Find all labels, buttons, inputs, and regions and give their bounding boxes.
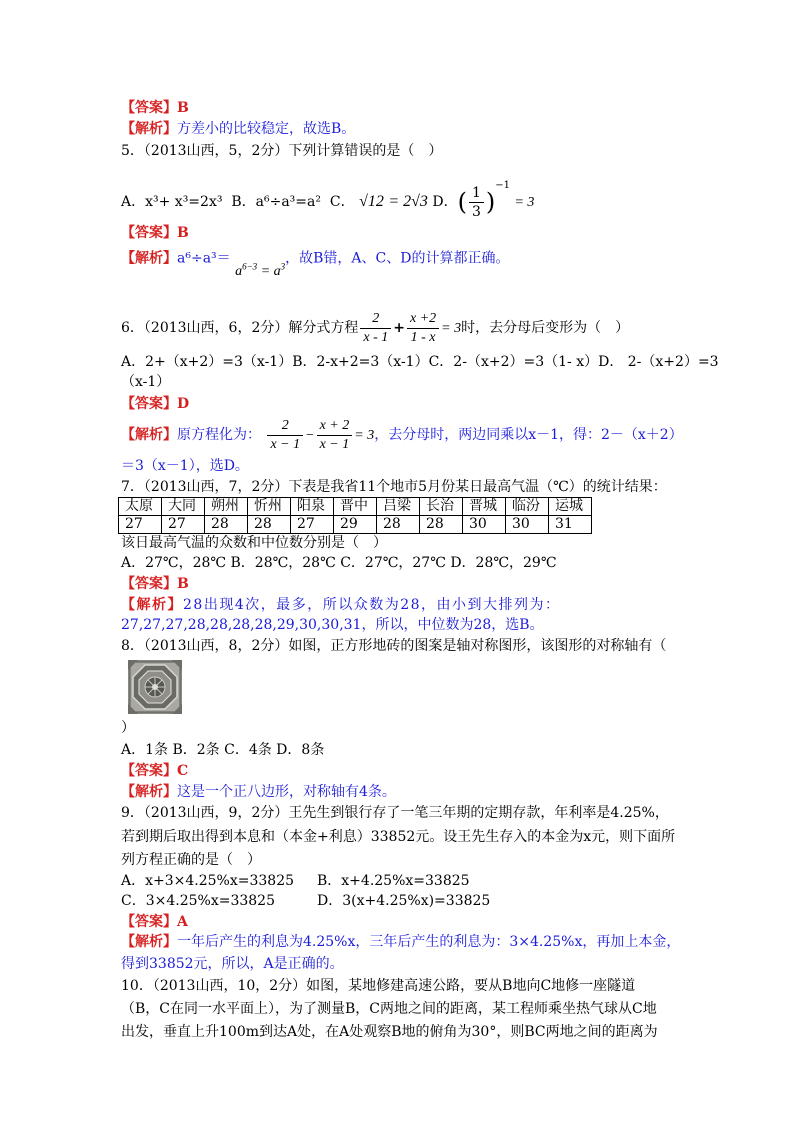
- analysis-text: 这是一个正八边形，对称轴有4条。: [177, 784, 396, 800]
- analysis-tag: 【解析】: [121, 250, 177, 267]
- q6-stem-post: 时，去分母后变形为（ ）: [461, 320, 630, 336]
- table-cell: 朔州: [205, 498, 248, 516]
- answer-value: D: [177, 396, 190, 412]
- table-cell: 临汾: [506, 498, 549, 516]
- q5-option-c-label: C．: [329, 194, 355, 210]
- q8-options: A．1条 B．2条 C．4条 D．8条: [121, 742, 325, 758]
- q5-answer-line: [121, 223, 189, 243]
- q6-fraction-2: $\frac{x +2}{1 - x}$: [407, 310, 439, 347]
- answer-value: C: [177, 763, 189, 779]
- table-cell: 忻州: [248, 498, 291, 516]
- answer-tag: 【答案】: [121, 100, 177, 116]
- q9-option-c: C．3×4.25%x=33825: [121, 893, 275, 909]
- table-cell: 27: [119, 516, 162, 534]
- answer-value: B: [177, 100, 189, 116]
- q5-options: A．x³+ x³=2x³ B．a⁶÷a³=a² C． √12 = 2√3 D．( $\frac{1}{3}$ )$^{-1}$ = 3: [121, 180, 535, 220]
- q8-analysis-line: [121, 782, 396, 802]
- q8-stem: 8．（2013山西，8，2分）如图，正方形地砖的图案是轴对称图形，该图形的对称轴有（: [121, 638, 667, 654]
- q5-option-d-fraction: $\frac{1}{3}$: [469, 184, 484, 221]
- q5-option-c-lhs: √12: [359, 193, 384, 210]
- q9-option-a: A．x+3×4.25%x=33825: [121, 873, 295, 889]
- analysis-tag: 【解析】: [121, 427, 177, 443]
- answer-tag: 【答案】: [121, 225, 177, 241]
- table-cell: 29: [334, 516, 377, 534]
- q6-analysis-line-2: ＝3（x－1），选D。: [121, 458, 249, 474]
- q6-fraction-1: $\frac{2}{x - 1}$: [360, 310, 391, 347]
- q5-analysis-formula: $a^{6-3} = a^3$: [235, 261, 286, 279]
- q10-stem-line-2: （B，C在同一水平面上），为了测量B，C两地之间的距离，某工程师乘坐热气球从C地: [121, 1001, 657, 1017]
- q8-answer-line: [121, 761, 188, 781]
- q9-answer-line: [121, 912, 188, 932]
- q6-stem-pre: 6．（2013山西，6，2分）解分式方程: [121, 320, 359, 336]
- analysis-text-2: ，故B错，A、C、D的计算都正确。: [285, 250, 510, 267]
- table-cell: 运城: [549, 498, 592, 516]
- q9-analysis-line-2: 得到33852元，所以，A是正确的。: [121, 956, 344, 972]
- table-cell: 31: [549, 516, 592, 534]
- table-cell: 28: [377, 516, 420, 534]
- q5-option-d-label: D．: [432, 194, 458, 210]
- analysis-tag: 【解析】: [121, 597, 183, 613]
- q6-analysis-fraction-1: $\frac{2}{x - 1}$: [267, 417, 303, 454]
- analysis-text: a⁶÷a³＝: [177, 250, 231, 267]
- table-cell: 晋中: [334, 498, 377, 516]
- answer-tag: 【答案】: [121, 914, 177, 930]
- plus-sign: +: [393, 320, 405, 336]
- table-cell: 27: [162, 516, 205, 534]
- q5-option-c-rhs: = 2√3: [388, 193, 428, 210]
- q6-analysis-eq: = 3: [354, 428, 375, 443]
- table-cell: 27: [291, 516, 334, 534]
- q6-analysis-line: [121, 414, 683, 457]
- q9-option-b: B．x+4.25%x=33825: [317, 873, 470, 889]
- q7-answer-line: [121, 574, 189, 594]
- q7-question: 该日最高气温的众数和中位数分别是（ ）: [121, 535, 387, 551]
- q5-option-b: B．a⁶÷a³=a²: [231, 194, 321, 210]
- q6-analysis-fraction-2: $\frac{x + 2}{x - 1}$: [317, 417, 353, 454]
- analysis-text-2: ，去分母时，两边同乘以x－1，得：2－（x＋2）: [374, 427, 683, 443]
- table-cell: 30: [463, 516, 506, 534]
- q7-options: A．27℃，28℃ B．28℃，28℃ C．27℃，27℃ D．28℃，29℃: [121, 555, 557, 571]
- analysis-text: 一年后产生的利息为4.25%x，三年后产生的利息为：3×4.25%x，再加上本金，: [177, 934, 681, 950]
- q6-answer-line: [121, 394, 189, 414]
- table-cell: 长治: [420, 498, 463, 516]
- table-cell: 大同: [162, 498, 205, 516]
- table-cell: 太原: [119, 498, 162, 516]
- table-row-cities: [119, 498, 592, 516]
- q7-analysis-line-2: 27,27,27,28,28,28,28,29,30,30,31，所以，中位数为28，选B。: [121, 617, 544, 633]
- analysis-text: 28出现4次，最多，所以众数为28，由小到大排列为：: [183, 597, 561, 613]
- analysis-text: 原方程化为：: [177, 427, 261, 443]
- table-cell: 晋城: [463, 498, 506, 516]
- q5-option-d-rhs: = 3: [514, 195, 535, 210]
- q10-stem-line-1: 10．（2013山西，10，2分）如图，某地修建高速公路，要从B地向C地修一座隧道: [121, 978, 636, 994]
- q5-stem: 5．（2013山西，5，2分）下列计算错误的是（ ）: [121, 143, 443, 159]
- temperature-table: [118, 497, 592, 534]
- q7-stem: 7．（2013山西，7，2分）下表是我省11个地市5月份某日最高气温（℃）的统计结果：: [121, 479, 667, 495]
- q9-stem-line-2: 若到期后取出得到本息和（本金+利息）33852元。设王先生存入的本金为x元，则下面所: [121, 829, 676, 845]
- answer-tag: 【答案】: [121, 396, 177, 412]
- analysis-tag: 【解析】: [121, 784, 177, 800]
- q9-stem-line-1: 9．（2013山西，9，2分）王先生到银行存了一笔三年期的定期存款，年利率是4.25%，: [121, 805, 669, 821]
- analysis-tag: 【解析】: [121, 934, 177, 950]
- table-cell: 阳泉: [291, 498, 334, 516]
- table-cell: 30: [506, 516, 549, 534]
- q9-analysis-line: [121, 932, 680, 952]
- q6-stem: [121, 306, 629, 351]
- floor-tile-image: [128, 660, 182, 714]
- q9-stem-line-3: 列方程正确的是（ ）: [121, 852, 261, 868]
- answer-tag: 【答案】: [121, 576, 177, 592]
- q8-close-paren: ）: [121, 720, 135, 736]
- table-cell: 吕梁: [377, 498, 420, 516]
- answer-value: B: [177, 576, 189, 592]
- q9-options-row-2: [121, 891, 490, 911]
- table-cell: 28: [205, 516, 248, 534]
- analysis-tag: 【解析】: [121, 121, 177, 137]
- q9-option-d: D．3(x+4.25%x)=33825: [317, 893, 491, 909]
- analysis-text: 方差小的比较稳定，故选B。: [177, 121, 356, 137]
- q9-options-row-1: [121, 871, 470, 891]
- answer-value: B: [177, 225, 189, 241]
- answer-tag: 【答案】: [121, 763, 177, 779]
- q4-answer-line: [121, 98, 189, 118]
- minus-sign: −: [305, 428, 315, 443]
- table-row-temps: [119, 516, 592, 534]
- q5-option-a: A．x³+ x³=2x³: [121, 194, 223, 210]
- table-cell: 28: [420, 516, 463, 534]
- q6-options-line-1: A．2+（x+2）=3（x-1）B．2-x+2=3（x-1）C．2-（x+2）=3（1- x）D． 2-（x+2）=3: [121, 354, 719, 370]
- q5-analysis-line: [121, 244, 510, 279]
- q10-stem-line-3: 出发，垂直上升100m到达A处，在A处观察B地的俯角为30°，则BC两地之间的距离为: [121, 1024, 658, 1040]
- q7-analysis-line: [121, 595, 561, 615]
- answer-value: A: [177, 914, 188, 930]
- q4-analysis-line: [121, 119, 355, 139]
- q6-options-line-2: （x-1）: [121, 374, 171, 390]
- q6-eq: = 3: [441, 321, 462, 336]
- table-cell: 28: [248, 516, 291, 534]
